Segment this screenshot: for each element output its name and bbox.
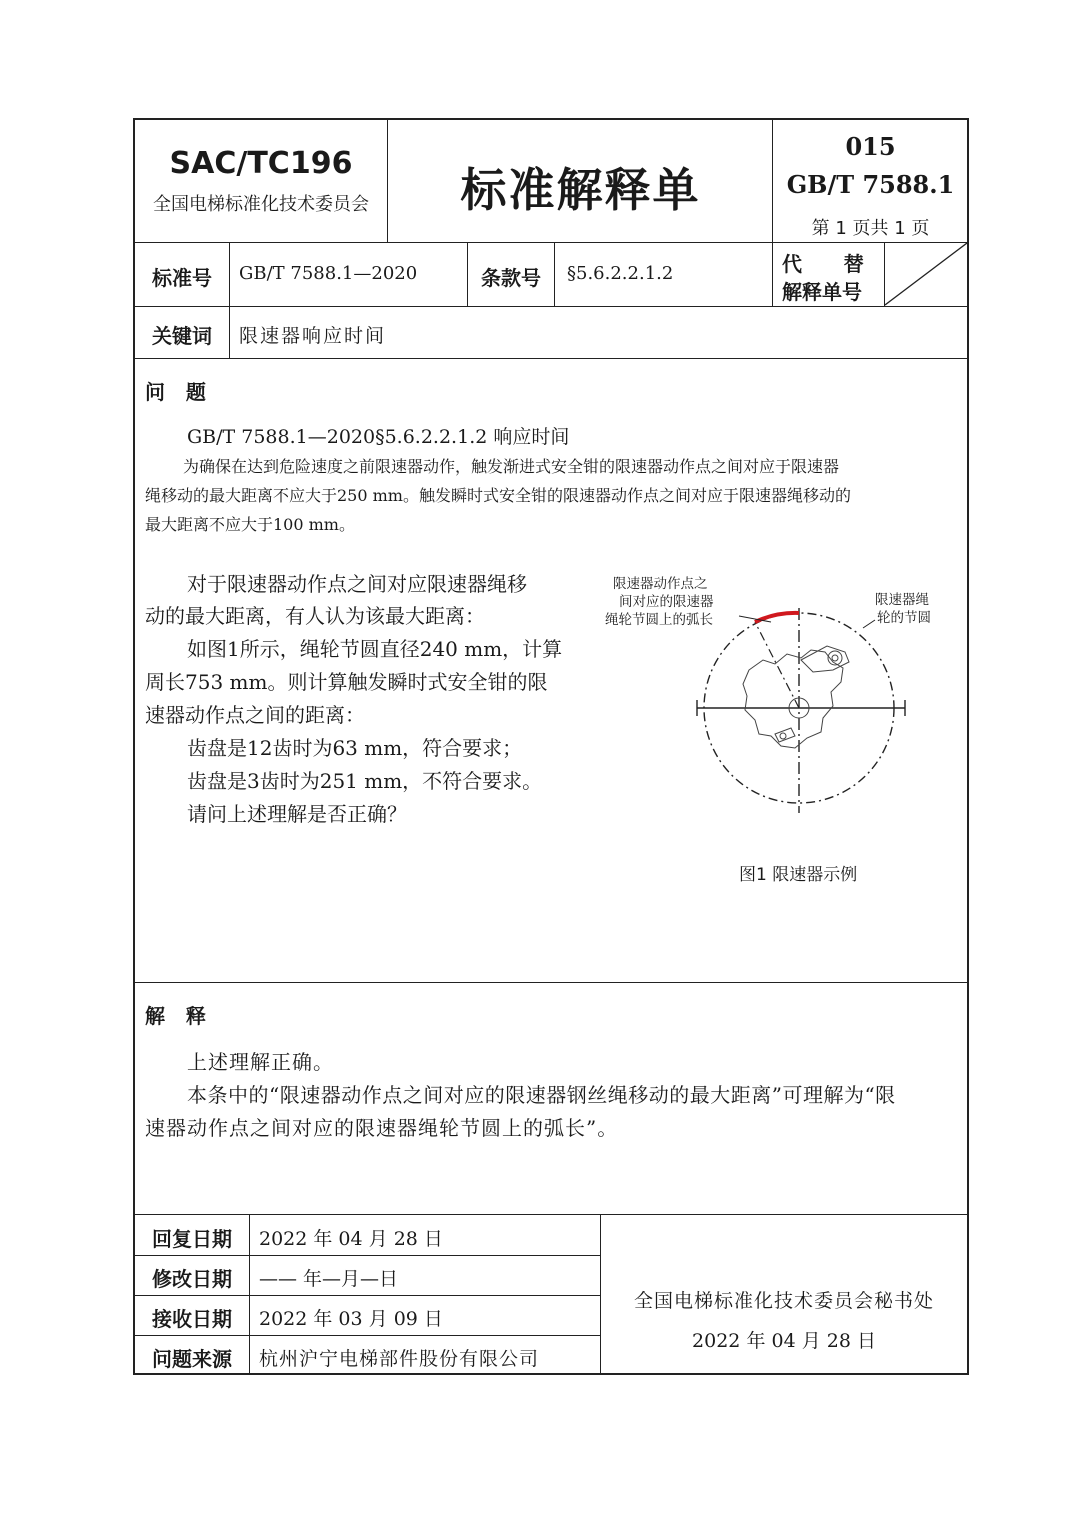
receive-date-label: 接收日期 [152, 1307, 232, 1331]
replace-label-line1: 代 替 [782, 252, 864, 276]
quote-line-2: 绳移动的最大距离不应大于250 mm。触发瞬时式安全钳的限速器动作点之间对应于限速器绳移动的 [145, 486, 851, 505]
quote-line-1: 为确保在达到危险速度之前限速器动作，触发渐进式安全钳的限速器动作点之间对应于限速器 [183, 457, 840, 476]
rule-explanation [135, 1214, 967, 1215]
rule-std [135, 306, 967, 307]
secretariat-date: 2022 年 04 月 28 日 [692, 1330, 876, 1352]
standard-short: GB/T 7588.1 [786, 170, 955, 199]
reply-date-value: 2022 年 04 月 28 日 [259, 1228, 443, 1250]
body-line-7: 齿盘是3齿时为251 mm，不符合要求。 [187, 769, 543, 793]
keywords-value: 限速器响应时间 [239, 325, 387, 347]
figure-label-arc-2: 间对应的限速器 [619, 594, 714, 610]
body-line-1: 对于限速器动作点之间对应限速器绳移 [187, 572, 527, 596]
secretariat-name: 全国电梯标准化技术委员会秘书处 [633, 1290, 934, 1312]
doc-title: 标准解释单 [460, 163, 701, 217]
receive-date-value: 2022 年 03 月 09 日 [259, 1308, 443, 1330]
clause-label: 条款号 [481, 266, 541, 290]
clause-value: §5.6.2.2.1.2 [567, 263, 674, 284]
vrule-footer-label [249, 1214, 250, 1375]
explanation-line-2: 本条中的“限速器动作点之间对应的限速器钢丝绳移动的最大距离”可理解为“限 [187, 1083, 896, 1107]
question-heading: 问 题 [145, 380, 206, 404]
page-info: 第 1 页共 1 页 [811, 218, 930, 239]
modify-date-label: 修改日期 [152, 1267, 232, 1291]
rule-footer-3 [135, 1335, 600, 1336]
vrule-header-2 [772, 120, 773, 306]
figure-label-arc-1: 限速器动作点之 [613, 576, 708, 592]
body-line-2: 动的最大距离，有人认为该最大距离： [145, 604, 485, 628]
rule-keywords [135, 358, 967, 359]
figure-label-arc-3: 绳轮节圆上的弧长 [605, 612, 713, 628]
vrule-clause-2 [554, 242, 555, 306]
body-line-6: 齿盘是12齿时为63 mm，符合要求； [187, 736, 523, 760]
explanation-line-3: 速器动作点之间对应的限速器绳轮节圆上的弧长”。 [145, 1116, 619, 1140]
governor-diagram [683, 608, 923, 828]
rule-footer-2 [135, 1295, 600, 1296]
explanation-heading: 解 释 [145, 1004, 206, 1028]
rule-footer-1 [135, 1255, 600, 1256]
modify-date-value: —— 年—月—日 [259, 1268, 399, 1290]
empty-cell-diagonal [885, 243, 967, 306]
body-line-3: 如图1所示，绳轮节圆直径240 mm，计算 [187, 637, 563, 661]
rule-header [135, 242, 967, 243]
source-label: 问题来源 [152, 1347, 232, 1371]
reply-date-label: 回复日期 [152, 1227, 232, 1251]
source-value: 杭州沪宁电梯部件股份有限公司 [259, 1348, 540, 1370]
figure-label-pitch-1: 限速器绳 [875, 592, 929, 608]
body-line-4: 周长753 mm。则计算触发瞬时式安全钳的限 [145, 670, 548, 694]
std-label: 标准号 [152, 266, 212, 290]
body-line-5: 速器动作点之间的距离： [145, 703, 365, 727]
quote-title: GB/T 7588.1—2020§5.6.2.2.1.2 响应时间 [187, 426, 570, 448]
keywords-label: 关键词 [152, 324, 212, 348]
org-name: 全国电梯标准化技术委员会 [153, 194, 369, 215]
vrule-label [229, 242, 230, 358]
quote-line-3: 最大距离不应大于100 mm。 [145, 515, 355, 534]
replace-label-line2: 解释单号 [782, 280, 862, 304]
explanation-form [133, 118, 969, 1375]
org-code: SAC/TC196 [169, 146, 353, 181]
figure-label-pitch-2: 轮的节圆 [877, 610, 931, 626]
serial-number: 015 [845, 132, 896, 161]
rule-question [135, 982, 967, 983]
figure-caption: 图1 限速器示例 [739, 865, 858, 885]
vrule-header-1 [387, 120, 388, 242]
std-value: GB/T 7588.1—2020 [239, 263, 418, 284]
explanation-line-1: 上述理解正确。 [187, 1050, 334, 1074]
body-line-8: 请问上述理解是否正确？ [187, 802, 407, 826]
